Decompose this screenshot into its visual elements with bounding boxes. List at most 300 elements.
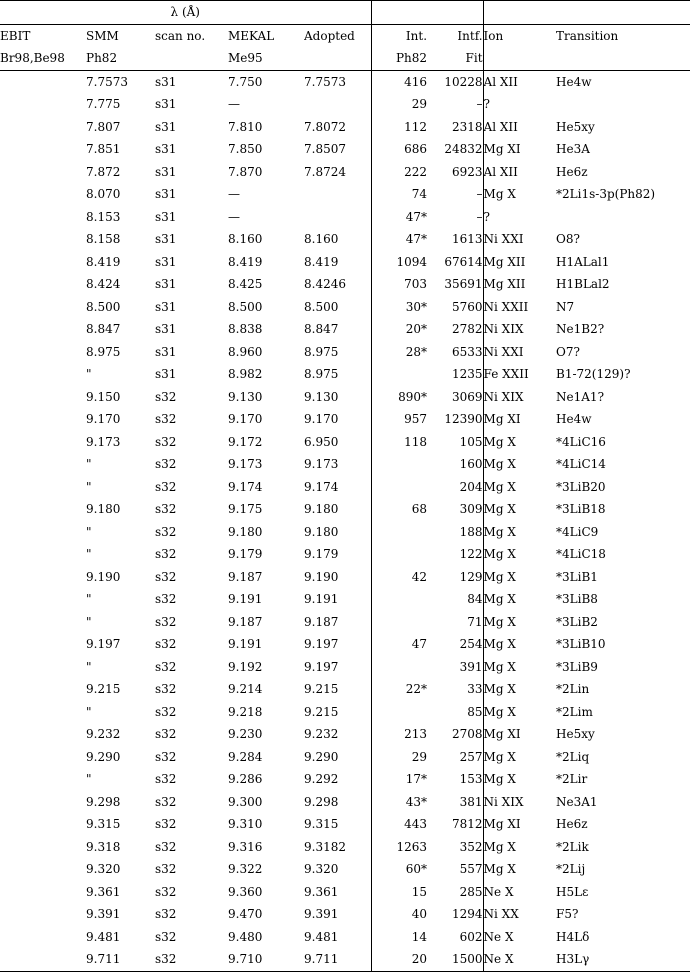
int-cell: 47* [371, 228, 427, 251]
ebit-cell [0, 318, 86, 341]
ion-cell: Mg X [483, 592, 516, 607]
adopted-cell: 9.180 [304, 524, 339, 539]
transition-cell: He4w [556, 74, 592, 89]
mekal-cell: 9.174 [228, 479, 263, 494]
intf-cell: – [427, 206, 483, 229]
adopted-cell: 9.170 [304, 412, 339, 427]
col-subheader-ebit: Br98,Be98 [0, 47, 86, 70]
transition-cell: H3Lγ [556, 948, 690, 971]
ion-cell: Ni XIX [483, 794, 524, 809]
header-blank-id [483, 1, 690, 25]
ion-cell: Mg X [483, 862, 516, 877]
smm-cell: 9.215 [86, 682, 121, 697]
mekal-cell: 9.192 [228, 659, 263, 674]
table-body [0, 70, 690, 971]
transition-cell: *2Lij [556, 862, 586, 877]
intf-cell: 67614 [427, 251, 483, 274]
col-header-intf: Intf. [427, 24, 483, 47]
ebit-cell [0, 183, 86, 206]
mekal-cell: 8.982 [228, 367, 263, 382]
transition-cell: He6z [556, 164, 588, 179]
adopted-cell: 9.232 [304, 727, 339, 742]
ebit-cell [0, 251, 86, 274]
ion-cell: Mg X [483, 682, 516, 697]
mekal-cell: 9.218 [228, 704, 263, 719]
table-row [0, 858, 690, 881]
col-subheader-mekal: Me95 [228, 47, 304, 70]
adopted-cell: 9.180 [304, 502, 339, 517]
table-row [0, 768, 690, 791]
mekal-cell: 8.419 [228, 254, 263, 269]
scan-cell: s32 [155, 749, 177, 764]
ebit-cell [0, 948, 86, 971]
header-row-lambda [0, 1, 690, 25]
table-row [0, 138, 690, 161]
scan-cell: s31 [155, 142, 177, 157]
intf-cell: 2708 [427, 723, 483, 746]
scan-cell: s32 [155, 569, 177, 584]
adopted-cell: 6.950 [304, 434, 339, 449]
transition-cell: *2Lin [556, 682, 590, 697]
col-header-transition: Transition [556, 24, 690, 47]
smm-cell: 9.173 [86, 434, 121, 449]
scan-cell: s31 [155, 254, 177, 269]
smm-cell: " [86, 367, 92, 382]
ion-cell: Mg X [483, 457, 516, 472]
intf-cell: 602 [427, 926, 483, 949]
scan-cell: s32 [155, 479, 177, 494]
intf-cell: 2782 [427, 318, 483, 341]
adopted-cell: 9.174 [304, 479, 339, 494]
int-cell [371, 701, 427, 724]
int-cell [371, 453, 427, 476]
int-cell: 213 [371, 723, 427, 746]
smm-cell: 8.158 [86, 232, 121, 247]
table-row [0, 588, 690, 611]
adopted-cell: 9.292 [304, 772, 339, 787]
ebit-cell [0, 453, 86, 476]
adopted-cell [304, 93, 371, 116]
adopted-cell: 9.320 [304, 862, 339, 877]
scan-cell: s32 [155, 884, 177, 899]
smm-cell: " [86, 659, 92, 674]
header-blank-intensity [371, 1, 483, 25]
scan-cell: s31 [155, 299, 177, 314]
intf-cell: 71 [427, 611, 483, 634]
intf-cell: 1613 [427, 228, 483, 251]
adopted-cell: 9.711 [304, 948, 371, 971]
adopted-cell: 9.191 [304, 592, 339, 607]
table-row [0, 903, 690, 926]
table-row [0, 611, 690, 634]
transition-cell: H4Lδ [556, 929, 590, 944]
transition-cell: O8? [556, 232, 580, 247]
ebit-cell [0, 386, 86, 409]
table-row [0, 881, 690, 904]
scan-cell: s32 [155, 682, 177, 697]
intf-cell: 85 [427, 701, 483, 724]
intf-cell: 160 [427, 453, 483, 476]
ebit-cell [0, 881, 86, 904]
ebit-cell [0, 903, 86, 926]
ion-cell: Mg XI [483, 142, 521, 157]
int-cell: 30* [371, 296, 427, 319]
adopted-cell: 7.8072 [304, 119, 346, 134]
mekal-cell: 9.179 [228, 547, 263, 562]
int-cell: 112 [371, 116, 427, 139]
int-cell: 43* [371, 791, 427, 814]
col-subheader-intf: Fit [427, 47, 483, 70]
table-row [0, 116, 690, 139]
mekal-cell: 9.310 [228, 817, 263, 832]
int-cell: 1263 [371, 836, 427, 859]
adopted-cell: 9.215 [304, 682, 339, 697]
ebit-cell [0, 408, 86, 431]
mekal-cell: 8.160 [228, 232, 263, 247]
ion-cell: Mg XI [483, 727, 521, 742]
mekal-cell: 7.810 [228, 119, 263, 134]
scan-cell: s31 [155, 209, 177, 224]
int-cell [371, 363, 427, 386]
mekal-cell: 9.175 [228, 502, 263, 517]
table-row [0, 228, 690, 251]
adopted-cell: 8.160 [304, 232, 339, 247]
table-row [0, 791, 690, 814]
adopted-cell: 9.173 [304, 457, 339, 472]
ebit-cell [0, 566, 86, 589]
mekal-cell: 7.870 [228, 164, 263, 179]
ebit-cell [0, 116, 86, 139]
smm-cell: 9.170 [86, 412, 121, 427]
intf-cell: 391 [427, 656, 483, 679]
smm-cell: 9.315 [86, 817, 121, 832]
ebit-cell [0, 431, 86, 454]
intf-cell: 122 [427, 543, 483, 566]
mekal-cell: 9.316 [228, 839, 263, 854]
transition-cell: *2Lik [556, 839, 589, 854]
ion-cell: Ne X [483, 929, 514, 944]
adopted-cell: 9.215 [304, 704, 339, 719]
intf-cell: 285 [427, 881, 483, 904]
transition-cell: He5xy [556, 119, 595, 134]
ion-cell: Ni XXI [483, 232, 524, 247]
ion-cell: Ne X [483, 884, 514, 899]
int-cell: 42 [371, 566, 427, 589]
mekal-cell: 9.173 [228, 457, 263, 472]
ebit-cell [0, 813, 86, 836]
ebit-cell [0, 521, 86, 544]
intf-cell: 204 [427, 476, 483, 499]
table-row [0, 633, 690, 656]
mekal-cell: 9.214 [228, 682, 263, 697]
transition-cell: *4LiC14 [556, 457, 606, 472]
int-cell: 222 [371, 161, 427, 184]
transition-cell: *2Liq [556, 749, 590, 764]
mekal-cell: 9.187 [228, 614, 263, 629]
scan-cell: s31 [155, 344, 177, 359]
table-row [0, 476, 690, 499]
intf-cell: 6923 [427, 161, 483, 184]
table-row [0, 813, 690, 836]
scan-cell: s32 [155, 839, 177, 854]
ion-cell: Mg X [483, 502, 516, 517]
mekal-cell: 9.300 [228, 794, 263, 809]
intf-cell: 557 [427, 858, 483, 881]
smm-cell: 8.153 [86, 209, 121, 224]
transition-cell: B1-72(129)? [556, 367, 631, 382]
transition-cell: O7? [556, 344, 580, 359]
table-row [0, 521, 690, 544]
table-row [0, 701, 690, 724]
scan-cell: s32 [155, 948, 228, 971]
scan-cell: s32 [155, 907, 177, 922]
ebit-cell [0, 363, 86, 386]
ebit-cell [0, 588, 86, 611]
int-cell [371, 543, 427, 566]
lambda-header: λ (Å) [0, 1, 371, 25]
ebit-cell [0, 768, 86, 791]
table-row [0, 386, 690, 409]
scan-cell: s31 [155, 119, 177, 134]
ion-cell: Mg X [483, 524, 516, 539]
transition-cell: He3A [556, 142, 590, 157]
transition-cell: *3LiB18 [556, 502, 606, 517]
smm-cell: 9.318 [86, 839, 121, 854]
ion-cell: Mg X [483, 434, 516, 449]
scan-cell: s32 [155, 794, 177, 809]
table-row [0, 93, 690, 116]
mekal-cell: 9.130 [228, 389, 263, 404]
scan-cell: s32 [155, 659, 177, 674]
adopted-cell: 9.197 [304, 659, 339, 674]
transition-cell: H1BLal2 [556, 277, 610, 292]
scan-cell: s32 [155, 434, 177, 449]
ion-cell: Mg X [483, 614, 516, 629]
scan-cell: s32 [155, 614, 177, 629]
table-row [0, 161, 690, 184]
ebit-cell [0, 836, 86, 859]
ion-cell: Mg X [483, 569, 516, 584]
mekal-cell: 9.191 [228, 592, 263, 607]
intf-cell: 12390 [427, 408, 483, 431]
table-row [0, 948, 690, 971]
col-header-mekal: MEKAL [228, 24, 304, 47]
int-cell: 47 [371, 633, 427, 656]
table-header [0, 1, 690, 71]
intf-cell: 6533 [427, 341, 483, 364]
adopted-cell: 9.315 [304, 817, 339, 832]
transition-cell: *2Lim [556, 704, 593, 719]
int-cell: 40 [371, 903, 427, 926]
scan-cell: s31 [155, 277, 177, 292]
int-cell [371, 588, 427, 611]
intf-cell: 188 [427, 521, 483, 544]
table-row [0, 273, 690, 296]
intf-cell: 257 [427, 746, 483, 769]
ebit-cell [0, 161, 86, 184]
col-subheader-smm: Ph82 [86, 47, 155, 70]
int-cell: 29 [371, 746, 427, 769]
int-cell [371, 656, 427, 679]
int-cell [371, 611, 427, 634]
mekal-cell: 9.230 [228, 727, 263, 742]
table-row [0, 206, 690, 229]
ebit-cell [0, 206, 86, 229]
intf-cell: 129 [427, 566, 483, 589]
ion-cell: Mg X [483, 839, 516, 854]
scan-cell: s31 [155, 74, 177, 89]
col-header-scan: scan no. [155, 24, 228, 47]
ion-cell: Mg XI [483, 817, 521, 832]
ion-cell: ? [483, 97, 490, 112]
scan-cell: s32 [155, 524, 177, 539]
ion-cell: Al XII [483, 164, 518, 179]
table-row [0, 296, 690, 319]
col-subheader-transition [556, 47, 690, 70]
table-row [0, 363, 690, 386]
col-header-ebit: EBIT [0, 24, 86, 47]
smm-cell: " [86, 592, 92, 607]
mekal-cell: 9.191 [228, 637, 263, 652]
smm-cell: " [86, 614, 92, 629]
smm-cell: 9.197 [86, 637, 121, 652]
smm-cell: 9.320 [86, 862, 121, 877]
intf-cell: 381 [427, 791, 483, 814]
table-row [0, 723, 690, 746]
adopted-cell: 9.187 [304, 614, 339, 629]
intf-cell: 3069 [427, 386, 483, 409]
smm-cell: 7.807 [86, 119, 121, 134]
smm-cell: 9.481 [86, 929, 121, 944]
ion-cell: Mg X [483, 479, 516, 494]
ebit-cell [0, 543, 86, 566]
ion-cell: Mg XII [483, 254, 526, 269]
transition-cell: *3LiB20 [556, 479, 606, 494]
adopted-cell: 7.7573 [304, 74, 346, 89]
int-cell: 22* [371, 678, 427, 701]
scan-cell: s32 [155, 592, 177, 607]
ion-cell: Ni XIX [483, 389, 524, 404]
ion-cell: ? [483, 209, 490, 224]
transition-cell: He4w [556, 412, 592, 427]
transition-cell: *3LiB8 [556, 592, 598, 607]
col-subheader-scan [155, 47, 228, 70]
col-subheader-adopted [304, 47, 371, 70]
scan-cell: s31 [155, 164, 177, 179]
int-cell: 20 [371, 948, 427, 971]
transition-cell: *3LiB2 [556, 614, 598, 629]
ebit-cell [0, 791, 86, 814]
table-row [0, 453, 690, 476]
mekal-cell: 9.180 [228, 524, 263, 539]
adopted-cell: 9.3182 [304, 839, 346, 854]
int-cell: 443 [371, 813, 427, 836]
smm-cell: 9.232 [86, 727, 121, 742]
smm-cell: 9.290 [86, 749, 121, 764]
table-row [0, 251, 690, 274]
smm-cell: 9.180 [86, 502, 121, 517]
adopted-cell: 8.975 [304, 367, 339, 382]
ebit-cell [0, 138, 86, 161]
intf-cell: 24832 [427, 138, 483, 161]
scan-cell: s32 [155, 727, 177, 742]
transition-cell [556, 93, 690, 116]
ebit-cell [0, 858, 86, 881]
smm-cell: " [86, 704, 92, 719]
mekal-cell: 8.960 [228, 344, 263, 359]
transition-cell: H5Lε [556, 884, 589, 899]
intf-cell: 35691 [427, 273, 483, 296]
ion-cell: Ni XX [483, 907, 519, 922]
table-row [0, 318, 690, 341]
smm-cell: " [86, 547, 92, 562]
ion-cell: Mg X [483, 659, 516, 674]
smm-cell: 8.975 [86, 344, 121, 359]
adopted-cell: 7.8507 [304, 142, 346, 157]
int-cell [371, 521, 427, 544]
ion-cell: Mg X [483, 187, 516, 202]
smm-cell: 9.150 [86, 389, 121, 404]
table-row [0, 746, 690, 769]
smm-cell: 7.851 [86, 142, 121, 157]
int-cell: 416 [371, 70, 427, 93]
mekal-cell: 8.838 [228, 322, 263, 337]
intf-cell: – [427, 93, 483, 116]
adopted-cell [304, 183, 371, 206]
transition-cell: He6z [556, 817, 588, 832]
adopted-cell: 8.419 [304, 254, 339, 269]
ebit-cell [0, 611, 86, 634]
int-cell: 47* [371, 206, 427, 229]
transition-cell: *2Lir [556, 772, 588, 787]
int-cell: 60* [371, 858, 427, 881]
ebit-cell [0, 633, 86, 656]
transition-cell: Ne1A1? [556, 389, 605, 404]
smm-cell: " [86, 524, 92, 539]
table-row [0, 566, 690, 589]
smm-cell: 9.298 [86, 794, 121, 809]
smm-cell: 9.711 [86, 948, 155, 971]
scan-cell: s32 [155, 772, 177, 787]
int-cell: 118 [371, 431, 427, 454]
intf-cell: 352 [427, 836, 483, 859]
ion-cell: Fe XXII [483, 367, 529, 382]
mekal-cell: 8.500 [228, 299, 263, 314]
mekal-cell: — [228, 209, 240, 224]
mekal-cell: 9.470 [228, 907, 263, 922]
int-cell: 686 [371, 138, 427, 161]
table-row [0, 183, 690, 206]
smm-cell: 8.070 [86, 187, 121, 202]
col-subheader-int: Ph82 [371, 47, 427, 70]
intf-cell: 153 [427, 768, 483, 791]
col-header-ion: Ion [483, 24, 556, 47]
header-row-2 [0, 47, 690, 70]
intf-cell: 1235 [427, 363, 483, 386]
int-cell: 20* [371, 318, 427, 341]
mekal-cell: 9.360 [228, 884, 263, 899]
smm-cell: 8.500 [86, 299, 121, 314]
transition-cell: *3LiB10 [556, 637, 606, 652]
intf-cell: 33 [427, 678, 483, 701]
table-row [0, 408, 690, 431]
smm-cell: 8.424 [86, 277, 121, 292]
adopted-cell: 9.481 [304, 929, 339, 944]
mekal-cell: 9.187 [228, 569, 263, 584]
ion-cell: Ni XXII [483, 299, 529, 314]
scan-cell: s32 [155, 502, 177, 517]
intf-cell: 84 [427, 588, 483, 611]
